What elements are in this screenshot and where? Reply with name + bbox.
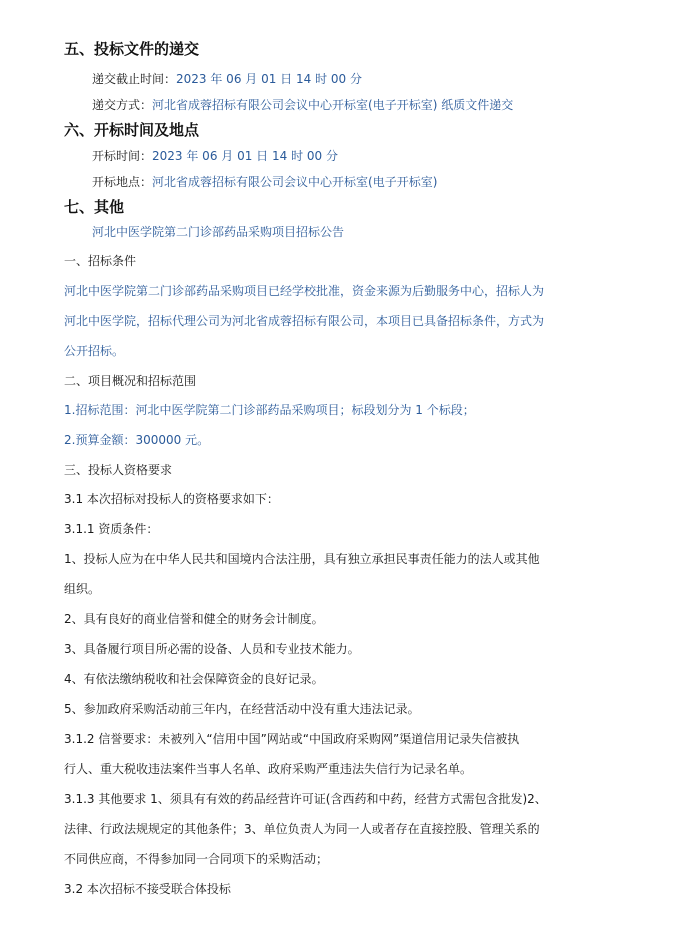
opening-time-label: 开标时间： (92, 149, 153, 163)
paragraph-line: 3.1.2 信誉要求：未被列入“信用中国”网站或“中国政府采购网”渠道信用记录失信被执 (64, 732, 520, 746)
paragraph-line: 2、具有良好的商业信誉和健全的财务会计制度。 (64, 612, 324, 626)
opening-place (92, 173, 437, 190)
submission-method-value: 河北省成蓉招标有限公司会议中心开标室(电子开标室) 纸质文件递交 (152, 98, 514, 112)
submission-method (92, 96, 513, 113)
section-5-heading: 五、投标文件的递交 (64, 40, 200, 58)
part-1-heading: 一、招标条件 (64, 254, 137, 268)
paragraph-line: 2.预算金额：300000 元。 (64, 433, 210, 447)
opening-time-value: 2023 年 06 月 01 日 14 时 00 分 (152, 149, 338, 163)
part-3-body (64, 490, 624, 910)
paragraph-line: 公开招标。 (64, 344, 125, 358)
submission-deadline (92, 70, 362, 87)
part-2-heading: 二、项目概况和招标范围 (64, 374, 197, 388)
paragraph-line: 5、参加政府采购活动前三年内，在经营活动中没有重大违法记录。 (64, 702, 420, 716)
paragraph-line: 河北中医学院第二门诊部药品采购项目已经学校批准，资金来源为后勤服务中心，招标人为 (64, 284, 545, 298)
paragraph-line: 法律、行政法规规定的其他条件；3、单位负责人为同一人或者存在直接控股、管理关系的 (64, 822, 540, 836)
opening-time (92, 147, 338, 164)
submission-deadline-value: 2023 年 06 月 01 日 14 时 00 分 (176, 72, 362, 86)
paragraph-line: 3.1 本次招标对投标人的资格要求如下： (64, 492, 279, 506)
paragraph-line: 组织。 (64, 582, 101, 596)
notice-title: 河北中医学院第二门诊部药品采购项目招标公告 (92, 225, 345, 239)
paragraph-line: 3.2 本次招标不接受联合体投标 (64, 882, 231, 896)
submission-deadline-label: 递交截止时间： (92, 72, 177, 86)
paragraph-line: 1、投标人应为在中华人民共和国境内合法注册，具有独立承担民事责任能力的法人或其他 (64, 552, 540, 566)
opening-place-value: 河北省成蓉招标有限公司会议中心开标室(电子开标室) (152, 175, 438, 189)
paragraph-line: 不同供应商，不得参加同一合同项下的采购活动； (64, 852, 329, 866)
submission-method-label: 递交方式： (92, 98, 153, 112)
part-1-body (64, 282, 624, 372)
paragraph-line: 1.招标范围：河北中医学院第二门诊部药品采购项目；标段划分为 1 个标段； (64, 403, 475, 417)
paragraph-line: 3.1.1 资质条件： (64, 522, 159, 536)
paragraph-line: 河北中医学院，招标代理公司为河北省成蓉招标有限公司，本项目已具备招标条件，方式为 (64, 314, 545, 328)
paragraph-line: 3、具备履行项目所必需的设备、人员和专业技术能力。 (64, 642, 360, 656)
part-3-heading: 三、投标人资格要求 (64, 463, 173, 477)
paragraph-line: 行人、重大税收违法案件当事人名单、政府采购严重违法失信行为记录名单。 (64, 762, 473, 776)
part-2-body (64, 401, 624, 461)
section-7-heading: 七、其他 (64, 198, 125, 216)
opening-place-label: 开标地点： (92, 175, 153, 189)
section-6-heading: 六、开标时间及地点 (64, 121, 200, 139)
paragraph-line: 3.1.3 其他要求 1、须具有有效的药品经营许可证(含西药和中药，经营方式需包含批发)2、 (64, 792, 547, 806)
paragraph-line: 4、有依法缴纳税收和社会保障资金的良好记录。 (64, 672, 324, 686)
